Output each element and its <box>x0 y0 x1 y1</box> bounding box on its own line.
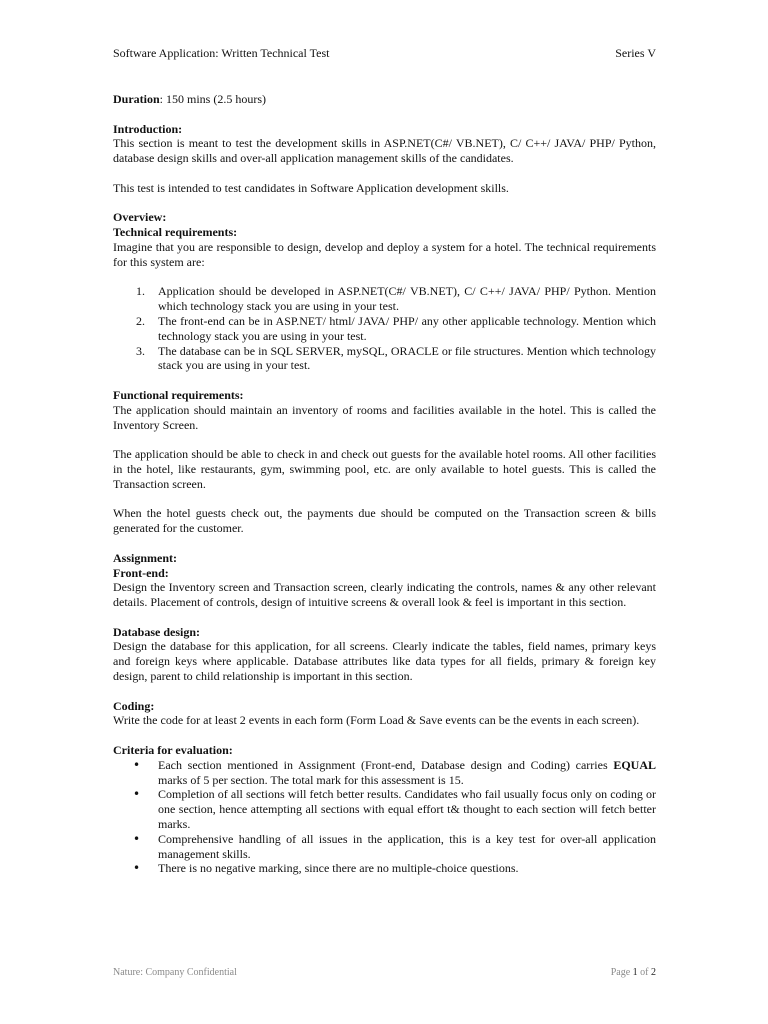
overview-heading: Overview: <box>113 210 167 225</box>
list-text: Application should be developed in ASP.NET(C#/ VB.NET), C/ C++/ JAVA/ PHP/ Python. Mention which technology stack you are using in your test. <box>158 284 656 314</box>
technical-requirements-list <box>113 284 656 373</box>
footer-page-number <box>611 966 656 981</box>
bullet-icon: • <box>133 757 141 772</box>
coding-paragraph: Write the code for at least 2 events in each form (Form Load & Save events can be the events in each screen). <box>113 713 640 728</box>
emphasis-text: EQUAL <box>613 757 656 772</box>
list-text: marks of 5 per section. The total mark for this assessment is 15. <box>158 772 464 787</box>
list-item <box>113 284 656 314</box>
functional-paragraph-2: The application should be able to check in and check out guests for the available hotel rooms. All other facilities in the hotel, like restaurants, gym, swimming pool, etc. are only available to hotel guests. This is called the Transaction screen. <box>113 447 656 491</box>
list-item <box>113 861 656 876</box>
functional-requirements-heading: Functional requirements: <box>113 387 244 402</box>
list-item <box>113 758 656 788</box>
list-text: Completion of all sections will fetch better results. Candidates who fail usually focus only on coding or one section, hence attempting all sections with equal effort t& thought to each section will fetch better marks. <box>158 787 656 832</box>
list-item <box>113 787 656 831</box>
database-design-paragraph: Design the database for this application, for all screens. Clearly indicate the tables, field names, primary keys and foreign keys where applicable. Database attributes like data types for all fields, primary & foreign key design, parent to child relationship is important in this section. <box>113 639 656 684</box>
list-text: The front-end can be in ASP.NET/ html/ JAVA/ PHP/ any other applicable technology. Mention which technology stack you are using in your test. <box>158 313 656 343</box>
database-design-heading: Database design: <box>113 624 201 639</box>
bullet-icon: • <box>133 861 141 876</box>
introduction-paragraph-2: This test is intended to test candidates in Software Application development skills. <box>113 180 509 195</box>
list-text: There is no negative marking, since there are no multiple-choice questions. <box>158 861 519 876</box>
criteria-heading: Criteria for evaluation: <box>113 743 233 758</box>
duration-value: : 150 mins (2.5 hours) <box>159 92 267 106</box>
list-text: Comprehensive handling of all issues in the application, this is a key test for over-all application management skills. <box>158 831 656 861</box>
of-word: of <box>637 967 651 978</box>
introduction-heading: Introduction: <box>113 121 183 136</box>
bullet-icon: • <box>133 831 141 846</box>
list-text: The database can be in SQL SERVER, mySQL, ORACLE or file structures. Mention which technology stack you are using in your test. <box>158 343 656 373</box>
list-text: Each section mentioned in Assignment (Front-end, Database design and Coding) carries <box>158 757 614 772</box>
functional-paragraph-1: The application should maintain an inventory of rooms and facilities available in the hotel. This is called the Inventory Screen. <box>113 402 656 432</box>
list-item <box>113 832 656 862</box>
document-body <box>113 92 656 876</box>
introduction-paragraph-1: This section is meant to test the development skills in ASP.NET(C#/ VB.NET), C/ C++/ JAVA/ PHP/ Python, database design skills and over-all application management skills of the candidates. <box>113 136 656 166</box>
list-item <box>113 314 656 344</box>
coding-heading: Coding: <box>113 698 155 713</box>
page-word: Page <box>610 967 633 978</box>
frontend-heading: Front-end: <box>113 565 169 580</box>
technical-requirements-intro: Imagine that you are responsible to design, develop and deploy a system for a hotel. The technical requirements for this system are: <box>113 239 656 269</box>
duration-line <box>113 92 656 107</box>
list-item <box>113 344 656 374</box>
criteria-list <box>113 758 656 876</box>
list-number: 2. <box>136 313 145 328</box>
document-page <box>113 0 656 1024</box>
current-page: 1 <box>632 967 638 978</box>
assignment-heading: Assignment: <box>113 550 178 565</box>
functional-paragraph-3: When the hotel guests check out, the payments due should be computed on the Transaction screen & bills generated for the customer. <box>113 506 656 536</box>
frontend-paragraph: Design the Inventory screen and Transaction screen, clearly indicating the controls, names & any other relevant details. Placement of controls, design of intuitive screens & overall look & feel is important in this section. <box>113 580 656 610</box>
footer-confidential: Nature: Company Confidential <box>113 967 237 978</box>
duration-label: Duration <box>113 92 160 106</box>
header-title: Software Application: Written Technical Test <box>113 46 330 60</box>
page-header <box>113 46 656 62</box>
list-number: 3. <box>136 343 145 358</box>
list-number: 1. <box>136 284 145 299</box>
technical-requirements-heading: Technical requirements: <box>113 225 238 240</box>
bullet-icon: • <box>133 787 141 802</box>
total-pages: 2 <box>651 967 656 978</box>
header-series: Series V <box>615 46 656 60</box>
